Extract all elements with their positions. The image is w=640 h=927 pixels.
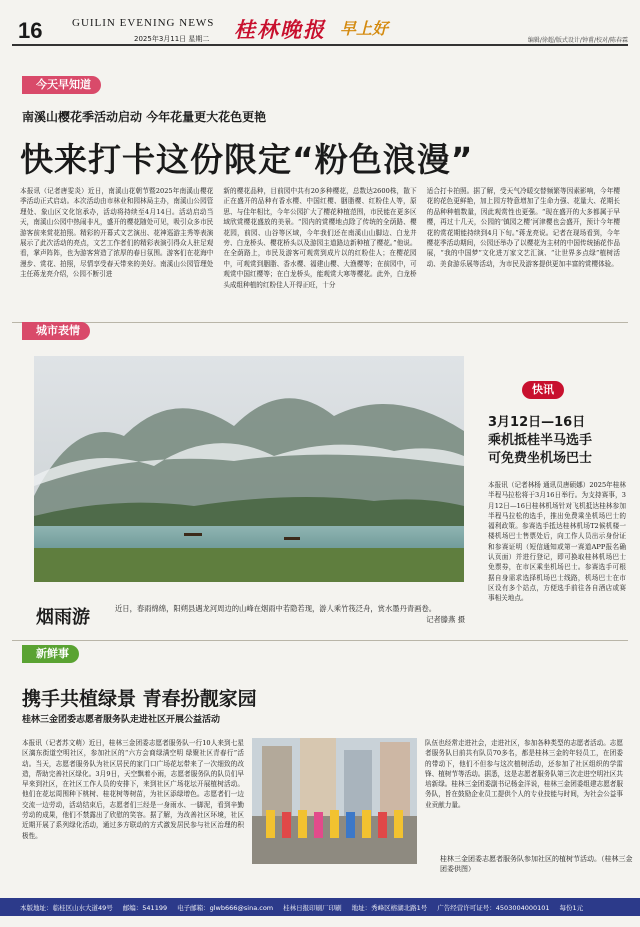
article1-subtitle: 南溪山樱花季活动启动 今年花量更大花色更艳 <box>22 110 267 124</box>
editor-credits: 编辑/徐超/版式设计/钟甫/校对/陈春霖 <box>527 37 628 44</box>
tag-flash: 快讯 <box>522 381 564 399</box>
article1-col1: 本报讯（记者唐雯炎）近日，南溪山花朝节暨2025年南溪山樱花季活动正式启动。本次活动由市林业和园林局主办，南溪山公园管理处、象山区文化馆承办，活动将持续至4月14日。活动启动当天，南溪山公园中热闹非凡，盛开的樱花随处可见，吸引众多市民游客前来赏花拍照。精彩的开幕式文艺演出、花神巡游主秀等表演展示了此次活动的亮点，文艺工作者们的精彩表演引得众人驻足观看，掌声阵阵，也为游客营造了浓厚的春日氛围。游客们在花海中漫步、赏花、拍照，尽情享受春天带来的美好。南溪山公园管理处主任蒋龙亮介绍，公园不断引进 <box>20 187 214 279</box>
footer-postcode: 邮编：541199 <box>122 903 168 912</box>
tag-today: 今天早知道 <box>22 76 101 94</box>
article2-col1: 本报讯（记者苏文萌）近日，桂林三金团委志愿者服务队一行10人来到七星区漓东街道空明社区，参加社区的“六方会商绿满空明 绿聚社区青春行”活动。当天，志愿者服务队为社区居民的家门口广场花坛带来了一次细致的改造，帮助完善社区绿化。3月9日，天空飘着小雨，志愿者服务队的队员们早早来到社区，在社区工作人员的安排下，来到社区广场花坛开展植树活动。他们在花坛周围种下桃树、桂花树等树苗，为社区添绿增色。志愿者们一边交流一边劳动，活动结束后，志愿者们三经是一身雨水、一脚泥，看到辛勤劳动的成果，他们不禁露出了欣慰的笑容。据了解，为改善社区环境，社区近期开展了系列绿化活动，通过多方联动的方式激发居民参与社区治理的积极性。 <box>22 739 244 840</box>
footer-price: 每份1元 <box>559 903 584 912</box>
issue-date: 2025年3月11日 星期二 <box>134 35 210 43</box>
tag-city: 城市表情 <box>22 322 90 340</box>
volunteer-group-photo <box>252 738 417 864</box>
brief-headline: 3月12日—16日 乘机抵桂半马选手 可免费坐机场巴士 <box>488 415 593 466</box>
article2-headline: 携手共植绿景 青春扮靓家园 <box>22 688 257 710</box>
photo-caption-text: 近日，春雨绵绵，阳朔县遇龙河周边的山峰在烟雨中若隐若现，游人乘竹筏泛舟，赏水墨丹青画卷。 <box>115 604 437 613</box>
masthead <box>12 10 628 46</box>
article1-body <box>20 186 620 314</box>
photo-caption <box>115 603 465 625</box>
paper-name-english: GUILIN EVENING NEWS <box>72 17 215 29</box>
article1-col3: 适合打卡拍照。据了解，受天气冷暖交替频繁等因素影响，今年樱花的花色更鲜艳，加上园方特意增加了生命力强、花量大、花期长的品种种植数量，因此观赏性也更强。“现在盛开的大多都属于早樱，再过十几天，公园的‘镇园之樱’河津樱也会盛开，预计今年樱花的赏花期能持续到4月下旬。”蒋龙亮说。记者在现场看到，今年樱花季活动期间，公园还举办了以樱花为主材的中国传统插花作品展，“我的中国梦”文化进万家文艺汇演、“让世界多点绿”植树活动、美食游乐展等活动，为市民及游客提供更加丰富的赏樱体验。 <box>426 187 620 268</box>
article2-subtitle: 桂林三金团委志愿者服务队走进社区开展公益活动 <box>22 715 221 725</box>
photo-credit: 记者滕燕 摄 <box>426 615 465 624</box>
divider <box>12 640 628 641</box>
volunteer-illustration <box>252 738 417 864</box>
footer-address: 本版地址：临桂区山水大道49号 <box>20 903 113 912</box>
landscape-illustration <box>34 356 464 582</box>
misty-mountain-photo <box>34 356 464 582</box>
footer-email: 电子邮箱：glwb666@sina.com <box>177 903 274 912</box>
photo-title: 烟雨游 <box>36 607 90 628</box>
footer-printer: 桂林日报印刷厂印刷 <box>283 903 342 912</box>
page-number: 16 <box>18 18 43 43</box>
article1-headline: 快来打卡这份限定“粉色浪漫” <box>20 140 474 179</box>
footer-printer-address: 地址：秀峰区榕湖北路1号 <box>351 903 428 912</box>
footer-license: 广告经营许可证号：4503004000101 <box>437 903 550 912</box>
article2-col3: 队伍也经常走进社会，走进社区，参加各种类型的志愿者活动。志愿者服务队目前共有队员70多名，都是桂林三金的年轻员工，在团委的带动下，他们不但参与这次植树活动，还参加了社区组织的学雷锋、植树节等活动。据悉，这是志愿者服务队第三次走进空明社区共培新绿。桂林三金团委副书记杨金洋说，桂林三金团委组建志愿者服务队，旨在鼓励企业员工提供个人的专业技能与时间，为社会公益事业贡献力量。 <box>425 739 623 809</box>
brief-body: 本报讯（记者林杨 通讯员唐硕娜）2025年桂林半程马拉松将于3月16日举行。为支持赛事，3月12日—16日桂林机场针对飞机抵达桂林参加半程马拉松的选手，推出免费乘坐机场巴士的福利政策。参赛选手抵达桂林机场T2候机楼一楼机场巴士售票处后，向工作人员出示身份证和参赛证明（短信通知或第一赛道APP报名确认页面）并进行登记，即可换取桂林机场巴士免票券，在市区乘坐机场巴士。参赛选手可根据自身需求选择机场巴士线路，机场巴士在市区设有多个站点，方便选手前往各自酒店或赛事相关地点。 <box>488 481 626 603</box>
section-logo: 早上好 <box>340 19 389 38</box>
paper-logo: 桂林晚报 <box>234 17 326 42</box>
divider <box>12 322 628 323</box>
footer <box>0 898 640 916</box>
tag-news: 新鲜事 <box>22 645 79 663</box>
article2-photo-caption: 桂林三金团委志愿者服务队参加社区的植树节活动。（桂林三金团委供图） <box>440 855 633 873</box>
article1-col2: 新的樱花品种，目前园中共有20多种樱花，总数达2600株，散下正在盛开的品种有香水樱、中国红樱、胭脂樱、红粉佳人等，原思、与佳年相比，今年公园扩大了樱花种植范围，市民能在更多区域欣赏樱花盛放的美景。“园内的赏樱地点除了传统的全荫路、樱花园，前园、山谷等区域，今年我们还在南溪山山脚边、白龙井旁、白龙桥头、樱花桥头以及游园主道路边新种植了樱花。”他说。在全荫路上，市民及游客可观赏到成片以的红粉佳人；在樱花园中，可观赏到胭脂、香水樱、福建山樱、大渔樱等；在前园中，可观赏中国红樱等；在白龙桥头，能观赏大寒等樱花。此外，白龙桥头成组种植的红粉佳人开得正旺，十分 <box>223 187 417 289</box>
